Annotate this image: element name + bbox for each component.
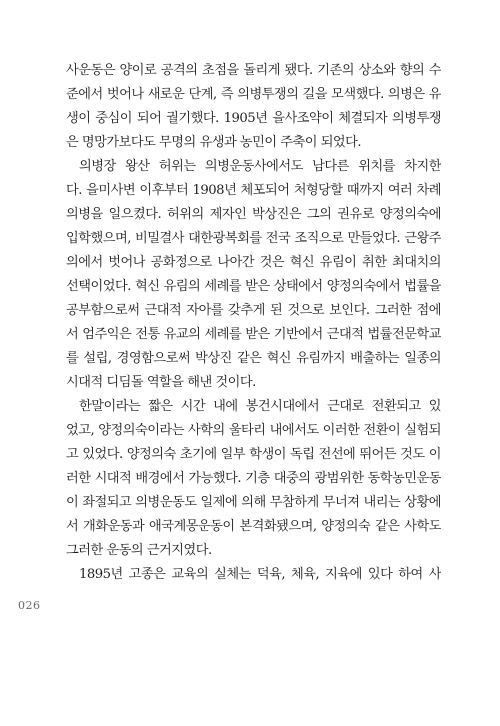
text-line: 를 설립, 경영함으로써 박상진 같은 혁신 유림까지 배출하는 일종의 — [66, 351, 441, 366]
text-line: 준에서 벗어나 새로운 단계, 즉 의병투쟁의 길을 모색했다. 의병은 유 — [66, 87, 441, 102]
text-line: 서 엄주익은 전통 유교의 세례를 받은 기반에서 근대적 법률전문학교 — [66, 327, 441, 342]
text-line: 의병을 일으켰다. 허위의 제자인 박상진은 그의 권유로 양정의숙에 — [66, 207, 441, 222]
page-number: 026 — [18, 599, 41, 612]
text-line: 사운동은 양이로 공격의 초점을 돌리게 됐다. 기존의 상소와 향의 수 — [66, 63, 441, 78]
text-line: 공부함으로써 근대적 자아를 갖추게 된 것으로 보인다. 그러한 점에 — [66, 303, 441, 318]
text-line: 선택이었다. 혁신 유림의 세례를 받은 상태에서 양정의숙에서 법률을 — [66, 279, 441, 294]
body-text — [66, 59, 441, 587]
text-line: 이 좌절되고 의병운동도 일제에 의해 무참하게 무너져 내리는 상황에 — [66, 495, 441, 510]
paragraph — [66, 59, 441, 155]
text-line: 한말이라는 짧은 시간 내에 봉건시대에서 근대로 전환되고 있 — [79, 399, 441, 414]
text-line: 입학했으며, 비밀결사 대한광복회를 전국 조직으로 만들었다. 근왕주 — [66, 231, 441, 246]
text-line: 그러한 운동의 근거지였다. — [66, 543, 212, 558]
text-line: 의에서 벗어나 공화정으로 나아간 것은 혁신 유림이 취한 최대치의 — [66, 255, 441, 270]
text-line: 었고, 양정의숙이라는 사학의 울타리 내에서도 이러한 전환이 실험되 — [66, 423, 441, 438]
paragraph — [66, 155, 441, 395]
text-line: 1895년 고종은 교육의 실체는 덕육, 체육, 지육에 있다 하여 사 — [79, 567, 441, 582]
text-line: 서 개화운동과 애국계몽운동이 본격화됐으며, 양정의숙 같은 사학도 — [66, 519, 441, 534]
text-line: 시대적 디딤돌 역할을 해낸 것이다. — [66, 375, 256, 390]
text-line: 의병장 왕산 허위는 의병운동사에서도 남다른 위치를 차지한 — [79, 159, 441, 174]
text-line: 러한 시대적 배경에서 가능했다. 기층 대중의 광범위한 동학농민운동 — [66, 471, 441, 486]
text-line: 은 명망가보다도 무명의 유생과 농민이 주축이 되었다. — [66, 135, 362, 150]
text-line: 고 있었다. 양정의숙 초기에 일부 학생이 독립 전선에 뛰어든 것도 이 — [66, 447, 441, 462]
paragraph — [66, 563, 441, 587]
text-line: 생이 중심이 되어 궐기했다. 1905년 을사조약이 체결되자 의병투쟁 — [66, 111, 441, 126]
text-line: 다. 을미사변 이후부터 1908년 체포되어 처형당할 때까지 여러 차례 — [66, 183, 441, 198]
paragraph — [66, 395, 441, 563]
